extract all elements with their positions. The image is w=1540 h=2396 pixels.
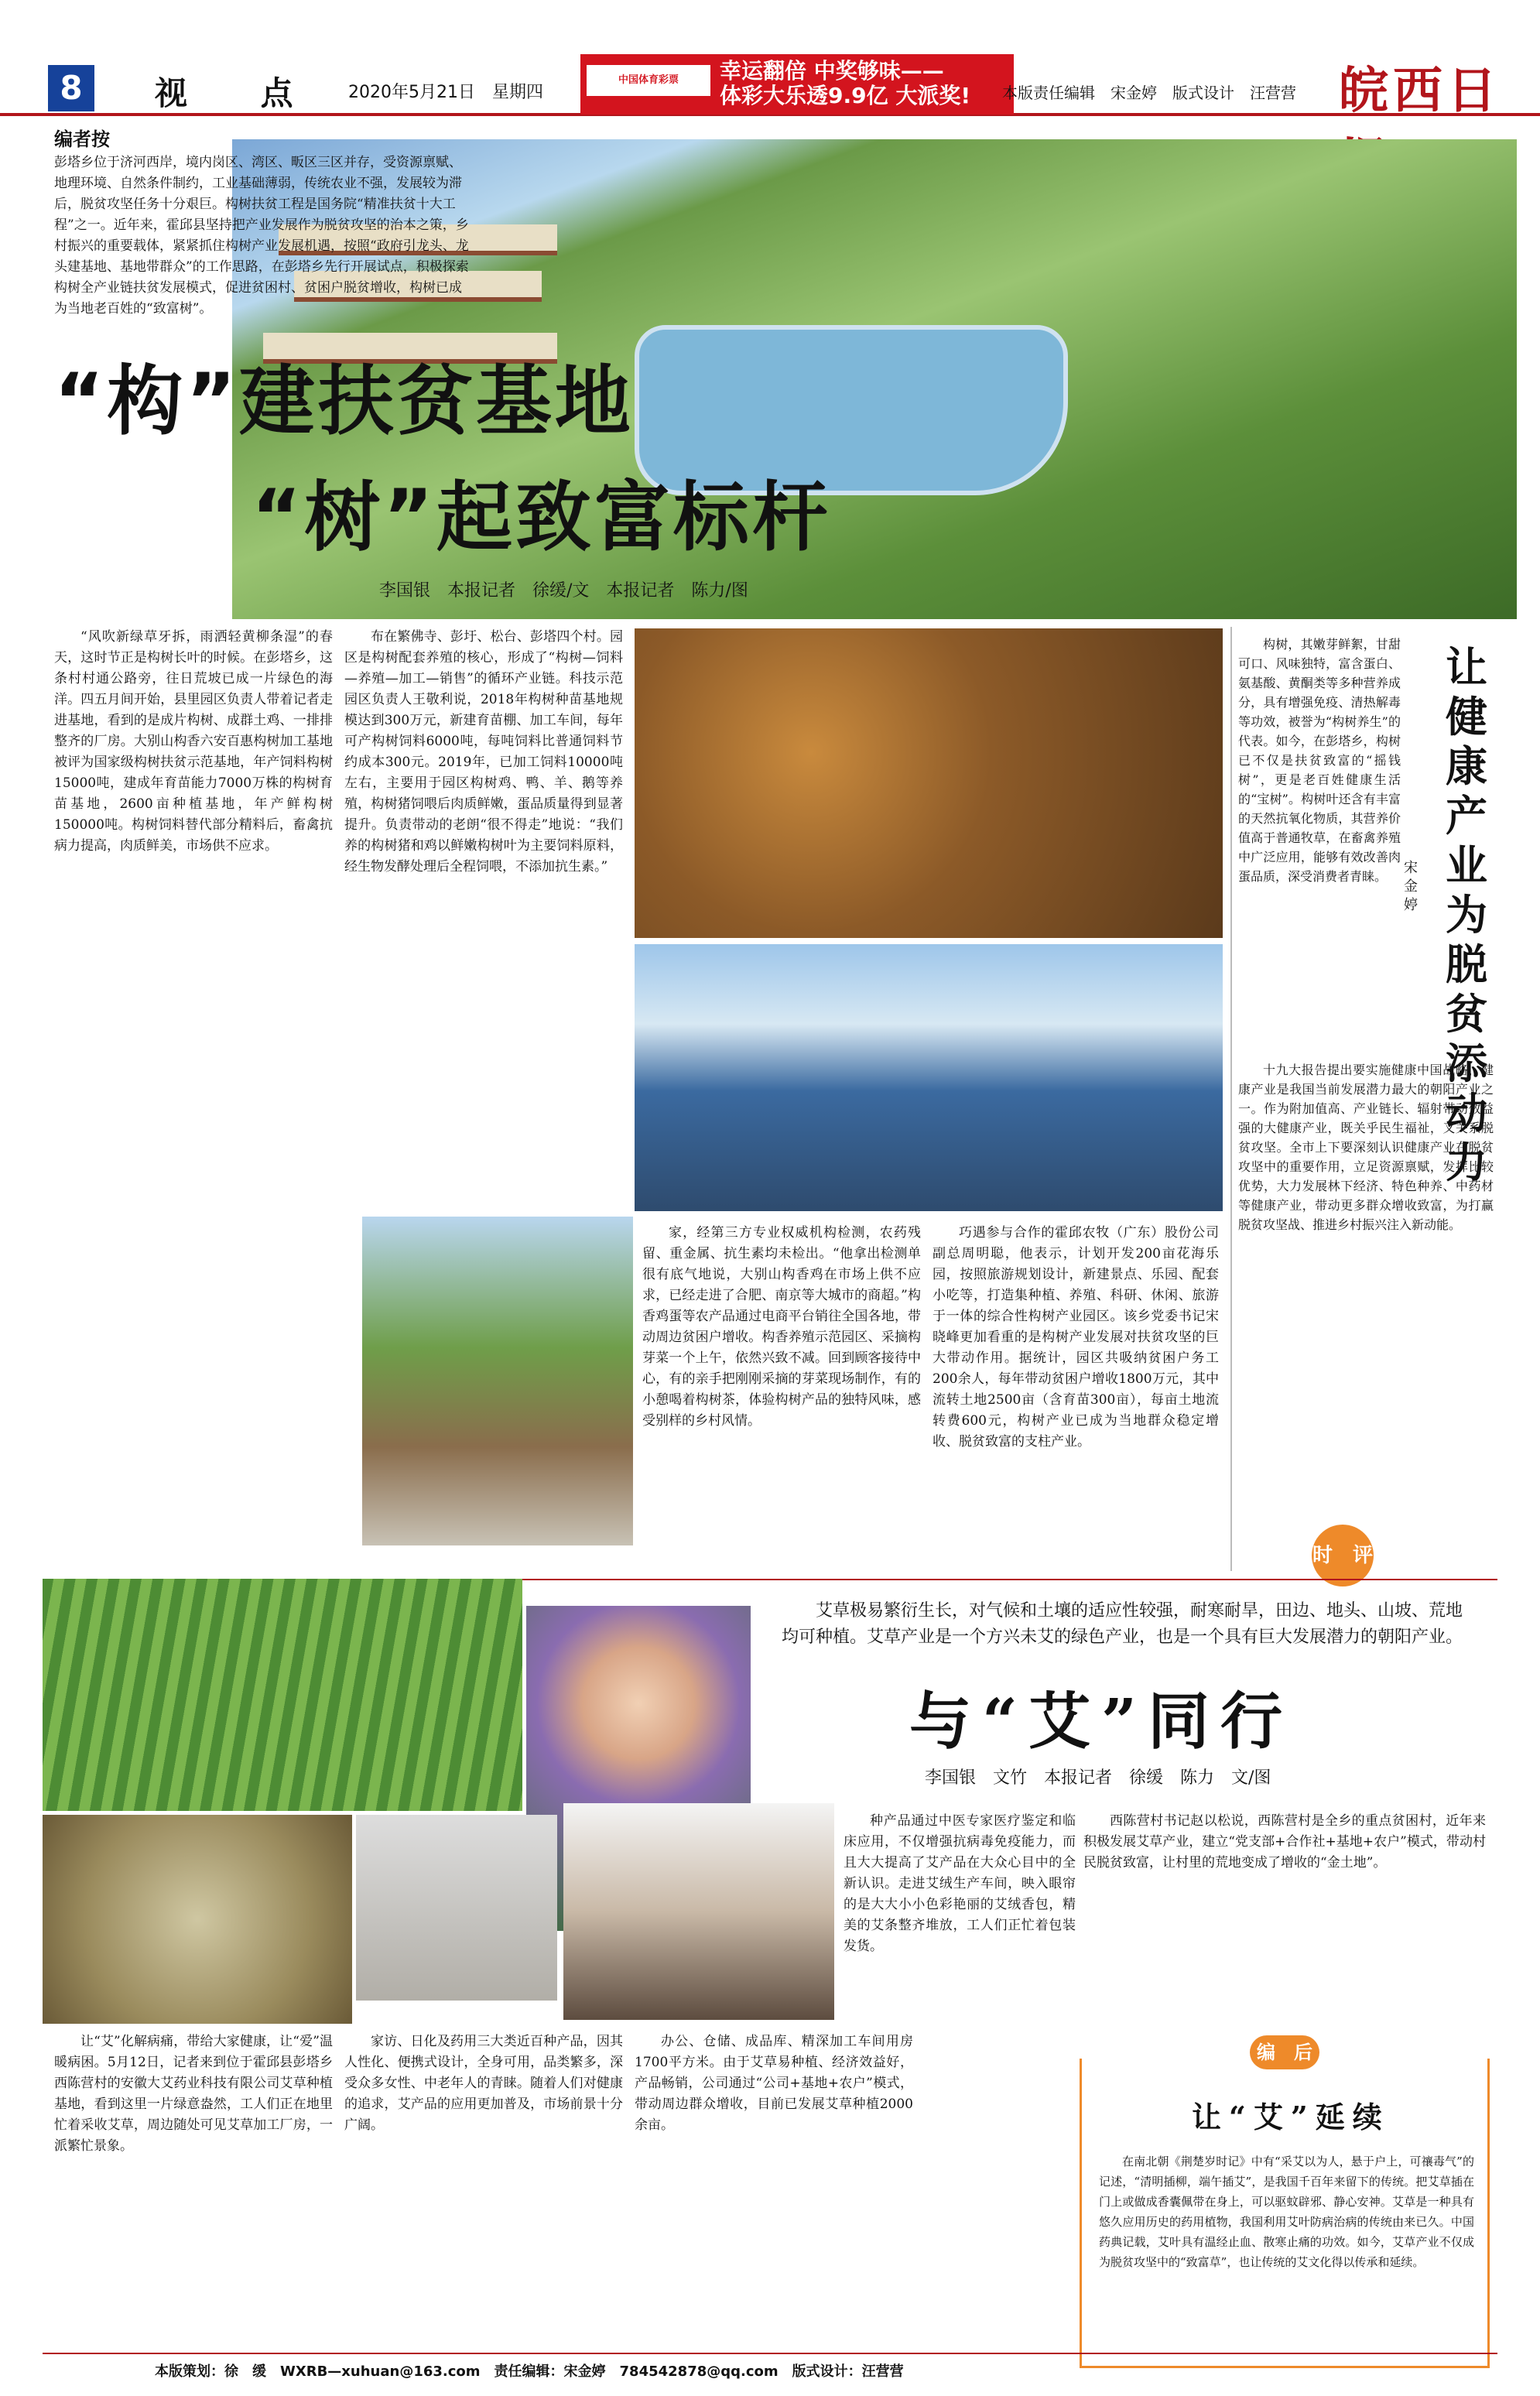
editor-note-text: 彭塔乡位于济河西岸，境内岗区、湾区、畈区三区并存，受资源禀赋、地理环境、自然条件制约，工业基础薄弱，传统农业不强，发展较为滞后，脱贫攻坚任务十分艰巨。构树扶贫工程是国务院“精准扶贫十大工程”之一。近年来，霍邱县坚持把产业发展作为脱贫攻坚的治本之策，乡村振兴的重要载体，紧紧抓住构树产业发展机遇，按照“政府引龙头、龙头建基地、基地带群众”的工作思路，在彭塔乡先行开展试点，积极探索构树全产业链扶贫发展模式，促进贫困村、贫困户脱贫增收，构树已成为当地老百姓的“致富树”。 <box>54 155 469 317</box>
epilogue-badge: 编 后 <box>1250 2035 1319 2069</box>
headline-line-2: “树”起致富标杆 <box>252 474 831 562</box>
page-footer: 本版策划：徐 缓 WXRB—xuhuan@163.com 责任编辑：宋金婷 784542878@qq.com 版式设计：汪营营 <box>155 2363 904 2380</box>
issue-date: 2020年5月21日 星期四 <box>348 83 543 102</box>
article2-column-5: 西陈营村书记赵以松说，西陈营村是全乡的重点贫困村，近年来积极发展艾草产业，建立“党支部+合作社+基地+农户”模式，带动村民脱贫致富，让村里的荒地变成了增收的“金土地”。 <box>1083 1813 1486 1871</box>
article2-column-3: 办公、仓储、成品库、精深加工车间用房1700平方米。由于艾草易种植、经济效益好，产品畅销，公司通过“公司+基地+农户”模式，带动周边群众增收，目前已发展艾草种植2000余亩。 <box>635 2034 913 2133</box>
mugwort-field-photo <box>43 1579 522 1811</box>
worker-portrait-photo <box>356 1815 557 2001</box>
article-byline: 李国银 本报记者 徐缓/文 本报记者 陈力/图 <box>379 581 748 601</box>
article1-column-2: 布在繁佛寺、彭圩、松台、彭塔四个村。园区是构树配套养殖的核心，形成了“构树—饲料—养殖—加工—销售”的循环产业链。科技示范园区负责人王敬利说，2018年构树种苗基地规模达到300万元，新建育苗棚、加工车间，每年可产构树饲料6000吨，每吨饲料比普通饲料节约成本300元。2019年，已加工饲料10000吨左右，主要用于园区构树鸡、鸭、羊、鹅等养殖，构树猪饲喂后肉质鲜嫩，蛋品质量得到显著提升。负责带动的老朗“很不得走”地说：“我们养的构树猪和鸡以鲜嫩构树叶为主要饲料原料，经生物发酵处理后全程饲喂，不添加抗生素。” <box>344 629 623 875</box>
article2-deck: 艾草极易繁衍生长，对气候和土壤的适应性较强，耐寒耐旱，田边、地头、山坡、荒地均可种植。艾草产业是一个方兴未艾的绿色产业，也是一个具有巨大发展潜力的朝阳产业。 <box>782 1601 1463 1647</box>
lottery-ad-banner <box>580 54 1014 115</box>
commentary-title: 让健康产业为脱贫添动力 <box>1446 642 1487 1187</box>
editor-note-label: 编者按 <box>54 128 110 150</box>
newspaper-masthead: 皖西日 <box>1339 62 1501 120</box>
article1-column-1: “风吹新绿草牙拆，雨洒轻黄柳条湿”的春天，这时节正是构树长叶的时候。在彭塔乡，这条村村通公路旁，往日荒坡已成一片绿色的海洋。四五月间开始，县里园区负责人带着记者走进基地，看到的是成片构树、成群土鸡、一排排整齐的厂房。大别山构香六安百惠构树加工基地被评为国家级构树扶贫示范基地，年产饲料构树15000吨，建成年育苗能力7000万株的构树育苗基地，2600亩种植基地，年产鲜构树150000吨。构树饲料替代部分精料后，畜禽抗病力提高，肉质鲜美，市场供不应求。 <box>54 629 333 854</box>
chicken-farm-photo <box>635 628 1223 938</box>
page-number: 8 <box>48 65 94 111</box>
product-display-photo <box>563 1803 834 2020</box>
article1-column-4: 巧遇参与合作的霍邱农牧（广东）股份公司副总周明聪，他表示，计划开发200亩花海乐园，按照旅游规划设计，新建景点、乐园、配套小吃等，打造集种植、养殖、科研、休闲、旅游于一体的综合性构树产业园区。该乡党委书记宋晓峰更加看重的是构树产业发展对扶贫攻坚的巨大带动作用。据统计，园区共吸纳贫困户务工200余人，每年带动贫困户增收1800万元，其中流转土地2500亩（含育苗300亩），每亩土地流转费600元，构树产业已成为当地群众稳定增收、脱贫致富的支柱产业。 <box>933 1225 1219 1450</box>
article2-byline: 李国银 文竹 本报记者 徐缓 陈力 文/图 <box>925 1768 1271 1788</box>
page-editors: 本版责任编辑 宋金婷 版式设计 汪营营 <box>1002 84 1296 102</box>
commentary-column-2: 十九大报告提出要实施健康中国战略，健康产业是我国当前发展潜力最大的朝阳产业之一。作为附加值高、产业链长、辐射带动效益强的大健康产业，既关乎民生福祉，又关系脱贫攻坚。全市上下要深刻认识健康产业在脱贫攻坚中的重要作用，立足资源禀赋，发挥比较优势，大力发展林下经济、特色种养、中药材等健康产业，带动更多群众增收致富，为打赢脱贫攻坚战、推进乡村振兴注入新动能。 <box>1238 1063 1494 1232</box>
commentary-badge: 时 评 <box>1312 1525 1374 1586</box>
lottery-logo: 中国体育彩票 <box>587 65 710 96</box>
article1-column-3: 家，经第三方专业权威机构检测，农药残留、重金属、抗生素均未检出。“他拿出检测单很有底气地说，大别山构香鸡在市场上供不应求，已经走进了合肥、南京等大城市的商超。”构香鸡蛋等农产品通过电商平台销往全国各地，带动周边贫困户增收。构香养殖示范园区、采摘构芽菜一个上午，依然兴致不减。回到顾客接待中心，有的亲手把刚刚采摘的芽菜现场制作，有的小憩喝着构树茶，体验构树产品的独特风味，感受别样的乡村风情。 <box>642 1225 921 1429</box>
epilogue-text: 在南北朝《荆楚岁时记》中有“采艾以为人，悬于户上，可禳毒气”的记述，“清明插柳，端午插艾”，是我国千百年来留下的传统。把艾草插在门上或做成香囊佩带在身上，可以驱蚊辟邪、静心安神。艾草是一种具有悠久应用历史的药用植物，我国利用艾叶防病治病的传统由来已久。中国药典记载，艾叶具有温经止血、散寒止痛的功效。如今，艾草产业不仅成为脱贫攻坚中的“致富草”，也让传统的艾文化得以传承和延续。 <box>1099 2155 1474 2269</box>
sightseeing-cart-photo <box>635 944 1223 1211</box>
section-title: 视 点 <box>155 74 324 112</box>
editor-note <box>54 124 472 348</box>
family-visit-photo <box>362 1217 633 1545</box>
commentary-author: 宋金婷 <box>1404 860 1418 913</box>
headline-line-1: “构”建扶贫基地 <box>54 358 634 446</box>
article2-headline: 与“艾”同行 <box>909 1685 1294 1758</box>
commentary-column-1: 构树，其嫩芽鲜絮，甘甜可口、风味独特，富含蛋白、氨基酸、黄酮类等多种营养成分，具有增强免疫、清热解毒等功效，被誉为“构树养生”的代表。如今，在彭塔乡，构树已不仅是扶贫致富的“摇钱树”，更是老百姓健康生活的“宝树”。构树叶还含有丰富的天然抗氧化物质，其营养价值高于普通牧草，在畜禽养殖中广泛应用，能够有效改善肉蛋品质，深受消费者青睐。 <box>1238 637 1401 884</box>
article2-column-4: 种产品通过中医专家医疗鉴定和临床应用，不仅增强抗病毒免疫能力，而且大大提高了艾产品在大众心目中的全新认识。走进艾绒生产车间，映入眼帘的是大大小小色彩艳丽的艾绒香包，精美的艾条整齐堆放，工人们正忙着包装发货。 <box>844 1813 1076 1954</box>
article2-column-1: 让“艾”化解病痛，带给大家健康，让“爱”温暖病困。5月12日，记者来到位于霍邱县彭塔乡西陈营村的安徽大艾药业科技有限公司艾草种植基地，看到这里一片绿意盎然，工人们正在地里忙着采收艾草，周边随处可见艾草加工厂房，一派繁忙景象。 <box>54 2034 333 2154</box>
article2-column-2: 家访、日化及药用三大类近百种产品，因其人性化、便携式设计，全身可用，品类繁多，深受众多女性、中老年人的青睐。随着人们对健康的追求，艾产品的应用更加普及，市场前景十分广阔。 <box>344 2034 623 2133</box>
epilogue-title: 让“艾”延续 <box>1192 2100 1390 2134</box>
ad-line-2: 体彩大乐透9.9亿 大派奖! <box>720 83 971 108</box>
footer-rule <box>43 2353 1497 2354</box>
mugwort-processing-photo <box>43 1815 352 2024</box>
ad-line-1: 幸运翻倍 中奖够味—— <box>720 58 944 84</box>
